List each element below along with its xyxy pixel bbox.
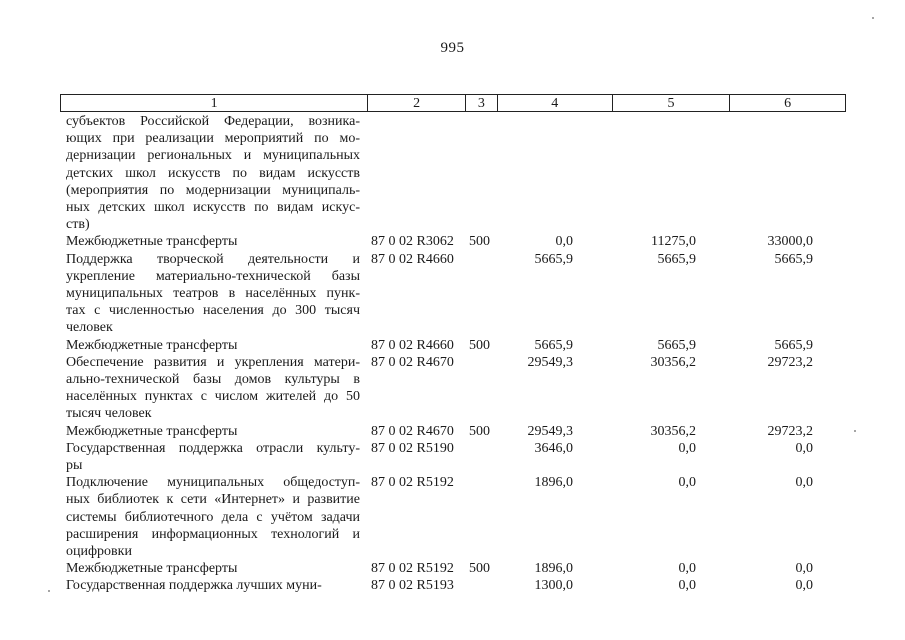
scan-speck	[872, 17, 874, 19]
row-value-col6: 0,0	[795, 475, 813, 491]
scan-speck	[48, 590, 50, 592]
row-code: 87 0 02 R4670	[371, 423, 454, 439]
row-value-col5: 5665,9	[657, 251, 696, 267]
row-name	[66, 577, 360, 594]
table-row	[0, 233, 905, 250]
row-name-line: субъектов Российской Федерации, возника-	[66, 114, 360, 129]
header-col-4: 4	[498, 95, 613, 111]
row-name-line: детских школ искусств по видам искусств	[66, 165, 360, 181]
row-value-col6: 0,0	[795, 578, 813, 594]
scan-speck	[854, 430, 856, 432]
row-name	[66, 474, 360, 560]
row-name-line: (мероприятия по модернизации муниципаль-	[66, 182, 360, 198]
row-value-col5: 0,0	[678, 578, 696, 594]
row-value-col6: 0,0	[795, 561, 813, 577]
row-name-line: Поддержка творческой деятельности и	[66, 251, 360, 267]
row-value-col4: 1896,0	[534, 561, 573, 577]
row-name	[66, 233, 360, 250]
row-name-line: ных библиотек к сети «Интернет» и развитие	[66, 492, 360, 508]
header-col-6: 6	[784, 96, 792, 111]
row-value-col6: 0,0	[795, 440, 813, 456]
row-value-col4: 5665,9	[534, 337, 573, 353]
table-row	[0, 337, 905, 354]
row-name-line: ств)	[66, 217, 90, 233]
row-value-col4: 1300,0	[534, 578, 573, 594]
row-name	[66, 113, 360, 233]
row-name	[66, 560, 360, 577]
row-name-line: муниципальных театров в населённых пунк-	[66, 285, 360, 301]
row-name-line: Государственная поддержка отрасли культу-	[66, 440, 360, 456]
row-name-line: Обеспечение развития и укрепления матери-	[66, 354, 360, 370]
row-name-line: Межбюджетные трансферты	[66, 561, 238, 577]
table-header	[60, 94, 846, 112]
row-value-col6: 29723,2	[767, 354, 813, 370]
row-name-line: Подключение муниципальных общедоступ-	[66, 475, 360, 491]
row-name-line: Государственная поддержка лучших муни-	[66, 578, 322, 594]
table-row	[0, 440, 905, 474]
row-code: 87 0 02 R5190	[371, 440, 454, 456]
table-row	[0, 560, 905, 577]
row-name-line: тах с численностью населения до 300 тысяч	[66, 303, 360, 319]
row-name-line: расширения информационных технологий и	[66, 526, 360, 542]
row-name-line: Межбюджетные трансферты	[66, 423, 238, 439]
header-col-1: 1	[61, 95, 368, 111]
row-name-line: оцифровки	[66, 543, 132, 559]
row-code: 87 0 02 R5192	[371, 561, 454, 577]
row-expense-type: 500	[469, 423, 490, 439]
row-value-col5: 5665,9	[657, 337, 696, 353]
table-row	[0, 423, 905, 440]
row-code: 87 0 02 R4670	[371, 354, 454, 370]
table-row	[0, 113, 905, 233]
row-expense-type: 500	[469, 337, 490, 353]
row-value-col6: 29723,2	[767, 423, 813, 439]
row-name	[66, 337, 360, 354]
table-row	[0, 474, 905, 560]
row-name-line: Межбюджетные трансферты	[66, 234, 238, 250]
header-col-3: 3	[466, 95, 498, 111]
row-value-col6: 33000,0	[767, 234, 813, 250]
table-row	[0, 251, 905, 337]
row-name-line: укрепление материально-технической базы	[66, 268, 360, 284]
header-col-5: 5	[613, 95, 731, 111]
row-expense-type: 500	[469, 234, 490, 250]
row-expense-type: 500	[469, 561, 490, 577]
row-name	[66, 440, 360, 474]
row-name	[66, 251, 360, 337]
row-value-col4: 3646,0	[534, 440, 573, 456]
row-name-line: системы библиотечного дела с учётом задачи	[66, 509, 360, 525]
row-value-col4: 5665,9	[534, 251, 573, 267]
row-value-col5: 30356,2	[650, 354, 696, 370]
row-name-line: ры	[66, 457, 83, 473]
row-name-line: населённых пунктах с числом жителей до 50	[66, 389, 360, 405]
row-code: 87 0 02 R4660	[371, 337, 454, 353]
row-name-line: человек	[66, 320, 113, 336]
row-value-col5: 0,0	[678, 561, 696, 577]
header-col-2: 2	[368, 95, 466, 111]
page-number: 995	[440, 40, 465, 56]
row-value-col4: 29549,3	[527, 354, 573, 370]
row-name-line: Межбюджетные трансферты	[66, 337, 238, 353]
row-name-line: ных детских школ искусств по видам искус-	[66, 200, 360, 216]
row-value-col6: 5665,9	[774, 251, 813, 267]
row-code: 87 0 02 R4660	[371, 251, 454, 267]
row-name-line: ально-технической базы домов культуры в	[66, 371, 360, 387]
row-value-col5: 0,0	[678, 440, 696, 456]
row-code: 87 0 02 R5192	[371, 475, 454, 491]
row-name-line: ющих при реализации мероприятий по мо-	[66, 131, 360, 147]
row-value-col5: 30356,2	[650, 423, 696, 439]
row-value-col5: 11275,0	[651, 234, 696, 250]
row-name-line: тысяч человек	[66, 406, 152, 422]
row-code: 87 0 02 R5193	[371, 578, 454, 594]
row-name	[66, 354, 360, 423]
table-row	[0, 577, 905, 594]
row-name-line: дернизации региональных и муниципальных	[66, 148, 360, 164]
table-body	[0, 113, 905, 595]
row-name	[66, 423, 360, 440]
row-value-col4: 1896,0	[534, 475, 573, 491]
row-value-col6: 5665,9	[774, 337, 813, 353]
row-code: 87 0 02 R3062	[371, 234, 454, 250]
row-value-col5: 0,0	[678, 475, 696, 491]
table-row	[0, 354, 905, 423]
row-value-col4: 29549,3	[527, 423, 573, 439]
row-value-col4: 0,0	[555, 234, 573, 250]
